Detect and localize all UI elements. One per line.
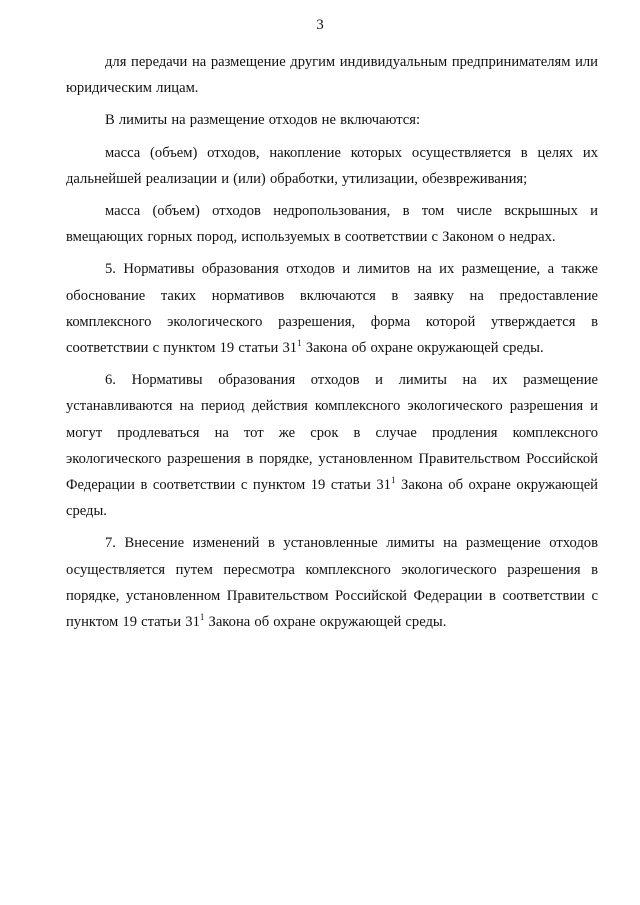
paragraph-text: Закона об охране окружающей среды. bbox=[66, 477, 598, 520]
paragraph-text: Закона об охране окружающей среды. bbox=[301, 340, 544, 357]
paragraph-text: для передачи на размещение другим индивидуальным предпринимателям или юридическим лицам. bbox=[66, 54, 598, 97]
paragraph-text: 6. Нормативы образования отходов и лимиты на их размещение устанавливаются на период действия комплексного экологического разрешения и могут продлеваться на тот же срок в случае продления комплексного экологического разрешения в порядке, установленном Правительством Российской Федерации в соответствии с пунктом 19 статьи 31 bbox=[66, 372, 598, 494]
document-body bbox=[66, 49, 598, 641]
paragraph-item-6 bbox=[66, 367, 598, 524]
paragraph-text: 5. Нормативы образования отходов и лимитов на их размещение, а также обоснование таких нормативов включаются в заявку на предоставление комплексного экологического разрешения, форма которой утверждается в соответствии с пунктом 19 статьи 31 bbox=[66, 261, 598, 357]
superscript: 1 bbox=[297, 338, 302, 349]
paragraph-exclusion-accumulation bbox=[66, 140, 598, 192]
paragraph-item-7 bbox=[66, 530, 598, 635]
paragraph-text: 7. Внесение изменений в установленные лимиты на размещение отходов осуществляется путем пересмотра комплексного экологического разрешения в порядке, установленном Правительством Российской Федерации в соответствии с пунктом 19 статьи 31 bbox=[66, 535, 598, 631]
paragraph-text: Закона об охране окружающей среды. bbox=[204, 614, 447, 631]
paragraph-item-5 bbox=[66, 256, 598, 361]
paragraph-exclusion-subsoil bbox=[66, 198, 598, 250]
superscript: 1 bbox=[199, 612, 205, 623]
page-number: 3 bbox=[316, 17, 324, 33]
paragraph-text: масса (объем) отходов, накопление которых осуществляется в целях их дальнейшей реализации и (или) обработки, утилизации, обезвреживания; bbox=[66, 144, 598, 187]
paragraph-continuation bbox=[66, 49, 598, 101]
paragraph-text: масса (объем) отходов недропользования, в том числе вскрышных и вмещающих горных пород, используемых в соответствии с Законом о недрах. bbox=[66, 203, 598, 246]
paragraph-exclusions-intro bbox=[66, 107, 598, 133]
superscript: 1 bbox=[390, 475, 396, 486]
paragraph-text: В лимиты на размещение отходов не включаются: bbox=[105, 112, 421, 129]
